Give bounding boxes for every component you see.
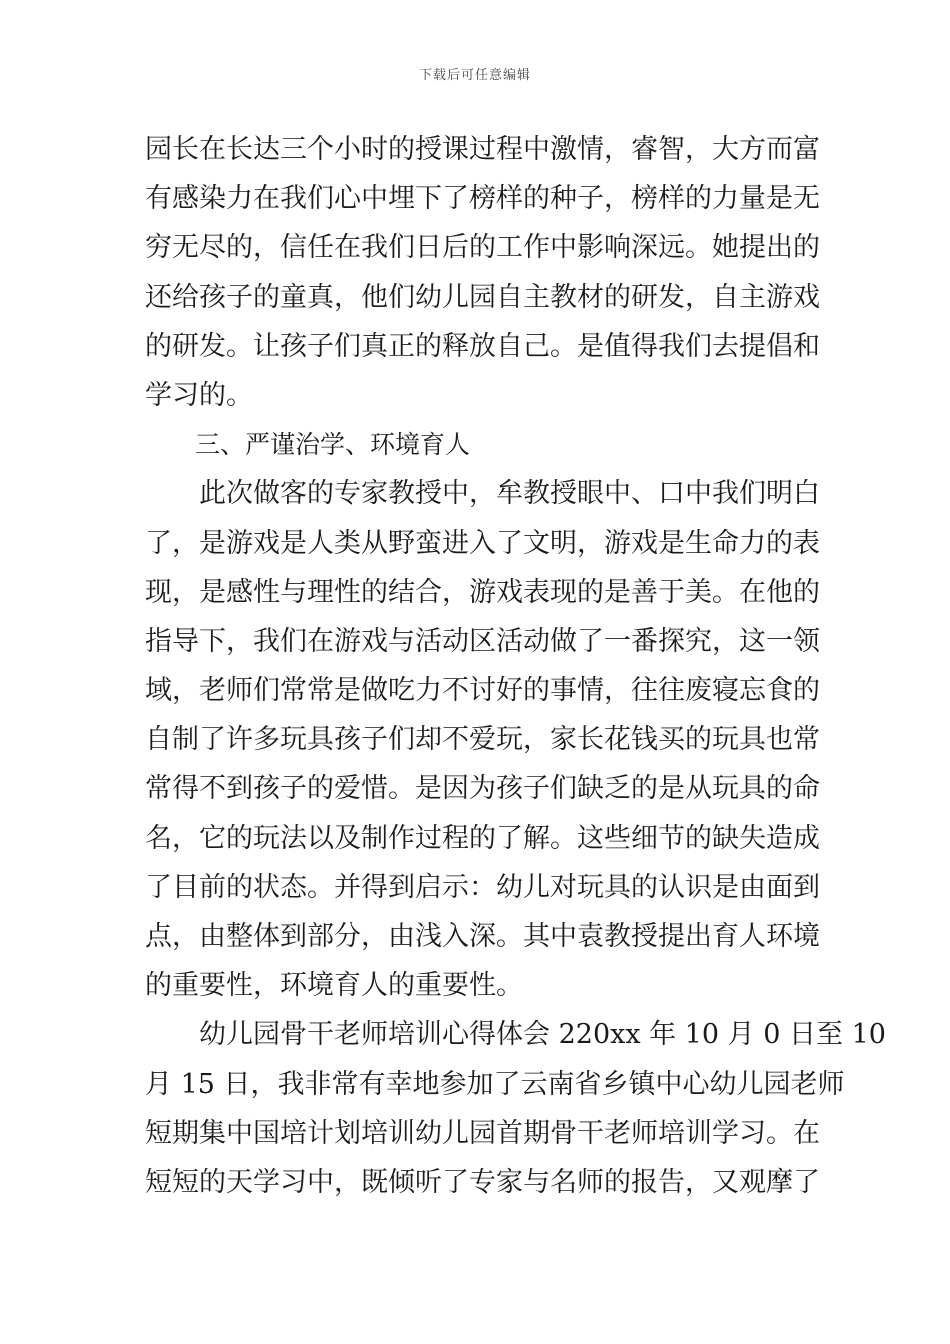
- text-line: 现，是感性与理性的结合，游戏表现的是善于美。在他的: [145, 576, 820, 608]
- text-line: 常得不到孩子的爱惜。是因为孩子们缺乏的是从玩具的命: [145, 773, 820, 805]
- text-line: 学习的。: [145, 379, 253, 411]
- text-line: 了，是游戏是人类从野蛮进入了文明，游戏是生命力的表: [145, 527, 820, 559]
- text-line: 的研发。让孩子们真正的释放自己。是值得我们去提倡和: [145, 330, 820, 362]
- text-line: 月 15 日，我非常有幸地参加了云南省乡镇中心幼儿园老师: [145, 1068, 845, 1100]
- text-line: 园长在长达三个小时的授课过程中激情，睿智，大方而富: [145, 134, 820, 165]
- paragraph-first-line: 幼儿园骨干老师培训心得体会 220xx 年 10 月 0 日至 10: [199, 1019, 886, 1051]
- document-body: [145, 125, 886, 1207]
- section-heading: 三、严谨治学、环境育人: [195, 430, 471, 460]
- text-line: 点，由整体到部分，由浅入深。其中袁教授提出育人环境: [145, 921, 820, 952]
- text-line: 短短的天学习中，既倾听了专家与名师的报告，又观摩了: [145, 1166, 820, 1198]
- text-line: 还给孩子的童真，他们幼儿园自主教材的研发，自主游戏: [145, 281, 820, 313]
- paragraph-first-line: 此次做客的专家教授中，牟教授眼中、口中我们明白: [199, 478, 820, 510]
- text-line: 有感染力在我们心中埋下了榜样的种子，榜样的力量是无: [145, 183, 820, 215]
- text-line: 了目前的状态。并得到启示：幼儿对玩具的认识是由面到: [145, 871, 820, 903]
- page-header: 下载后可任意编辑: [418, 68, 531, 83]
- text-line: 域，老师们常常是做吃力不讨好的事情，往往废寝忘食的: [145, 675, 820, 707]
- text-line: 短期集中国培计划培训幼儿园首期骨干老师培训学习。在: [145, 1117, 820, 1149]
- text-line: 的重要性，环境育人的重要性。: [145, 970, 523, 1002]
- text-line: 自制了许多玩具孩子们却不爱玩，家长花钱买的玩具也常: [145, 724, 820, 756]
- text-line: 指导下，我们在游戏与活动区活动做了一番探究，这一领: [145, 625, 820, 657]
- text-line: 名，它的玩法以及制作过程的了解。这些细节的缺失造成: [145, 822, 820, 854]
- text-line: 穷无尽的，信任在我们日后的工作中影响深远。她提出的: [145, 232, 820, 264]
